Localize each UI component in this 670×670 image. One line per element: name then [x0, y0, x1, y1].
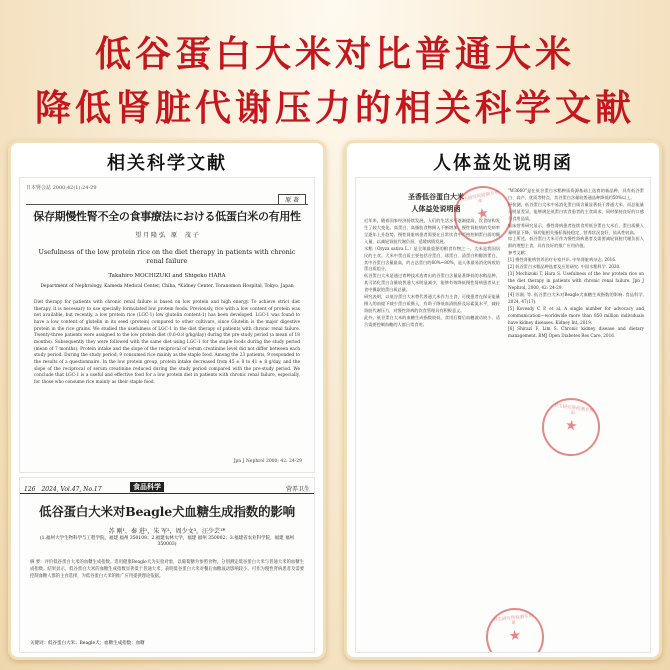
card-title: 相关科学文献	[107, 153, 227, 174]
reference-item: [4] 苏刚, 等. 低谷蛋白大米对Beagle犬血糖生成指数的影响. 食品科学, 2024, 47(17).	[508, 291, 644, 304]
abstract-text: Diet therapy for patients with chronic renal failure is based on low protein and high energy. To achieve strict diet therapy, it is necessary to use specially formulated low protein foods. Previously, rice with a low content of protein was not available, but recently, a low protein rice (LGC-1) low glutelin content-1) has been developed. LGC-1 was found to have a low content of glutelin in its seed (protein) compared to other cultivars, since Glutelin is the major digestive protein in the rice grains. We studied the usefulness of LGC-1 in the diet therapy of patients with chronic renal failure. Twenty-three patients were assigned to the low protein diet (0.6-0.8 g/kg/day) during the pre-study period (a mean of 18 months). Subsequently they were followed with the same diet using LGC-1 for the staple foods during the study period (mean of 7 months). Protein intake and the slope of the reciprocal of serum creatinine level did not differ between each study period. During the study period, 9 consumed rice mainly as the staple food. Among the 23 patients, 9 responded to the results of a questionnaire. In the low protein group, protein intake decreased from 45 ± 8 to 41 ± 8 g/day, and the slope of the reciprocal of serum creatinine reduced during the study period compared with the pre-study period.	[34, 300, 300, 372]
card-title: 人体益处说明函	[433, 153, 573, 174]
stamp-text: 卫生研究所检测专用章	[458, 190, 500, 206]
star-icon: ★	[507, 627, 522, 645]
letter-paragraph: 研究表明，以低谷蛋白大米替代普通大米作为主食，可使患者在保证能量摄入的前提下减少蛋白质摄入，有助于降低血清肌酐及尿素氮水平，减轻肾脏代谢压力，对慢性肾病的饮食管理具有积极意义。	[364, 294, 500, 313]
stamp-text: 卫生研究所检测专用章	[492, 613, 534, 627]
reference-item: [2] 低谷蛋白水稻品种选育及应用研究. 中国水稻科学, 2020.	[508, 264, 621, 270]
paper-keywords: 关键词：低谷蛋白大米；Beagle犬；血糖生成指数；血糖	[30, 641, 145, 646]
letter-paragraph: 低谷蛋白大米是通过育种技术选育出的谷蛋白含量显著降低的水稻品种，其可消化蛋白含量较普通大米明显减少，能够有效降低慢性肾病患者从主食中摄取的蛋白质总量。	[364, 273, 500, 293]
stamp-text: 卫生研究所检测专用章	[553, 403, 594, 417]
letter-column-left	[364, 218, 500, 648]
paper-authors: 苏 刚¹，秦 进¹，朱 军²，周少文³，汪少芸¹*	[108, 528, 226, 535]
japanese-paper	[19, 177, 315, 473]
scientific-literature-card	[8, 140, 326, 660]
journal-meta: 日本腎会誌 2000;42(1):24-29	[26, 185, 97, 191]
letter-paragraph: 水稻（Oryza sativa L.）是全球最重要的粮食作物之一，大米是我国居民的主食。大米中蛋白质主要包括谷蛋白、球蛋白、清蛋白和醇溶蛋白，其中谷蛋白含量最高，约占总蛋白的60%~80%，是人体最易消化吸收的蛋白质组分。	[364, 245, 500, 272]
chinese-paper	[19, 477, 315, 653]
letter-paragraph: 经检测，低谷蛋白大米中易消化蛋白质含量显著低于普通大米，而总能量无明显差异，能够满足低蛋白饮食患者的主食需求，同时保持良好的口感与食用品质。	[508, 201, 644, 221]
references-title: 参考文献：	[508, 250, 529, 256]
journal-volume: 126 2024, Vol.47, No.17	[24, 486, 102, 493]
journal-logo: 食品科学	[130, 482, 164, 492]
reference-item: [3] Mochizuki T, Hara S. Usefulness of the low protein rice on the diet therapy in patients with chronic renal failure. Jpn J Nephrol, 2000, 42: 24-29.	[508, 271, 644, 290]
article-type-tag: 原 著	[278, 194, 306, 205]
letter-paragraph: "W3660"是在低谷蛋白水稻种质资源基础上选育的新品种，具有低谷蛋白、高产、优质等特点，其谷蛋白含量较普通品种降低约50%以上。	[508, 188, 644, 200]
divider	[26, 204, 308, 205]
star-icon: ★	[474, 204, 491, 224]
paper-authors-english: Takahiro MOCHIZUKI and Shigeko HARA	[108, 273, 226, 279]
letter-paragraph: 综上所述，低谷蛋白大米可作为慢性肾病患者及需要减轻肾脏代谢负担人群的理想主食，具有良好的推广应用价值。	[508, 236, 644, 249]
abstract-conclusion: We conclude that LGC-1 is a useful and effective food for a low protein diet in patients with chronic renal failure, especially, for those who consume rice mainly as their staple food.	[34, 366, 300, 385]
letter-paragraph: 临床营养研究显示，慢性肾病患者连续食用低谷蛋白大米后，蛋白质摄入量明显下降，肾功能相关指标保持稳定，营养状况良好，依从性较高。	[508, 222, 644, 235]
paper-title-english: Usefulness of the low protein rice on the diet therapy in patients with chronic renal failure	[38, 248, 296, 266]
letter-subheading: 人体益处说明函	[411, 204, 461, 213]
headline-line-1: 低谷蛋白大米对比普通大米	[94, 34, 575, 75]
paper-title: 低谷蛋白大米对Beagle犬血糖生成指数的影响	[39, 504, 295, 519]
benefit-letter	[355, 177, 651, 653]
letter-paragraph: 近年来，随着国家经济持续发展，人们的生活水平逐渐提高，饮食结构发生了较大变化，高蛋白、高脂肪食物摄入不断增加，慢性肾脏病的发病率呈逐年上升趋势。慢性肾脏病患者需要在日常饮食中严格控制蛋白质的摄入量，以减轻肾脏代谢负担，延缓病情发展。	[364, 218, 500, 244]
star-icon: ★	[563, 417, 579, 435]
headline-line-2: 降低肾脏代谢压力的相关科学文献	[34, 88, 635, 129]
paper-abstract: 摘 要：评价低谷蛋白大米的血糖生成指数。选用健康Beagle犬为实验对象，以葡萄糖为参照食物，分别测定低谷蛋白大米与普通大米的血糖生成指数。结果显示，低谷蛋白大米的血糖生成指数显著低于普通大米，表明低谷蛋白大米对餐后血糖波动影响较小，可作为慢性肾病患者及需要控制血糖人群的主食选择，为低谷蛋白大米的推广应用提供理论依据。	[30, 560, 304, 579]
paper-title: 保存期慢性腎不全の食事療法における低蛋白米の有用性	[33, 210, 301, 223]
paper-citation: Jpn J Nephrol 2000; 42: 24-29	[233, 459, 302, 464]
paper-affiliation: (1.福州大学生物科学与工程学院，福建 福州 350108；2.福建农林大学，福建 福州 350002；3.福建省农业科学院，福建 福州 350003)	[39, 536, 295, 548]
reference-item: [1] 慢性肾脏病营养治疗专家共识. 中华肾脏病杂志, 2016.	[508, 257, 617, 263]
paper-authors: 望 月 隆 弘 原 茂 子	[135, 232, 199, 239]
paper-abstract	[34, 300, 300, 387]
references	[508, 250, 644, 340]
letter-paragraph: 此外，低谷蛋白大米的血糖生成指数较低，食用后餐后血糖波动较小，适合需要控制血糖的人群日常食用。	[364, 314, 500, 327]
journal-header-bar	[20, 480, 314, 494]
journal-section: 营养卫生	[285, 486, 310, 493]
paper-affiliation: Department of Nephrology, Kameda Medical Center, Chiba, *Kidney Center, Toranomon Hospital, Tokyo, Japan	[40, 284, 294, 289]
letter-heading: 圣香低谷蛋白大米	[408, 192, 464, 201]
reference-item: [6] Shirazi F, Lim S. Chronic kidney disease and dietary management. BMJ Open Diabetes Res Care, 2016.	[508, 326, 644, 339]
benefit-letter-card	[344, 140, 662, 660]
reference-item: [5] Kovesdy C P, et al. A single number for advocacy and communication—worldwide more than 850 million individuals have kidney diseases. Kidney Int, 2019.	[508, 305, 644, 325]
